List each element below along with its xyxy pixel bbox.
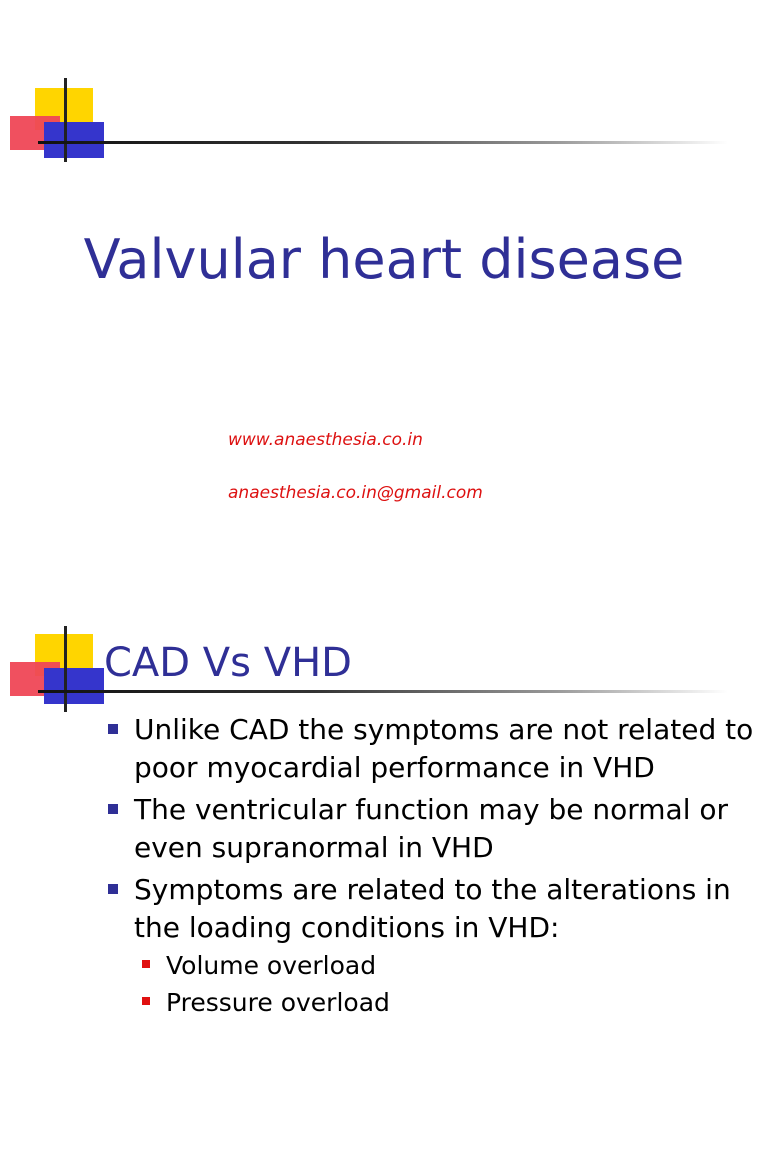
colored-squares-logo-icon — [0, 0, 110, 170]
bullet-list — [104, 711, 754, 1025]
blue-square-bullet-icon — [108, 724, 118, 734]
list-item — [104, 791, 754, 867]
blue-square-bullet-icon — [108, 804, 118, 814]
header-rule — [38, 141, 728, 144]
bullet-text: Symptoms are related to the alterations in the loading conditions in VHD: — [134, 873, 731, 944]
content-slide — [0, 576, 768, 1152]
website-link[interactable]: www.anaesthesia.co.in — [228, 430, 423, 450]
bullet-text: The ventricular function may be normal or even supranormal in VHD — [134, 793, 729, 864]
red-square-bullet-icon — [142, 960, 150, 968]
header-rule — [38, 690, 728, 693]
colored-squares-logo-icon — [0, 576, 110, 746]
slide-title: Valvular heart disease — [83, 228, 685, 291]
slide-title: CAD Vs VHD — [104, 640, 352, 686]
sub-bullet-list — [134, 947, 754, 1021]
bullet-text: Unlike CAD the symptoms are not related to poor myocardial performance in VHD — [134, 713, 754, 784]
blue-square-bullet-icon — [108, 884, 118, 894]
red-square-bullet-icon — [142, 997, 150, 1005]
sub-bullet-text: Volume overload — [166, 951, 377, 980]
email-link[interactable]: anaesthesia.co.in@gmail.com — [228, 483, 483, 503]
list-item — [134, 984, 754, 1021]
list-item — [104, 871, 754, 1021]
list-item — [134, 947, 754, 984]
list-item — [104, 711, 754, 787]
sub-bullet-text: Pressure overload — [166, 988, 390, 1017]
